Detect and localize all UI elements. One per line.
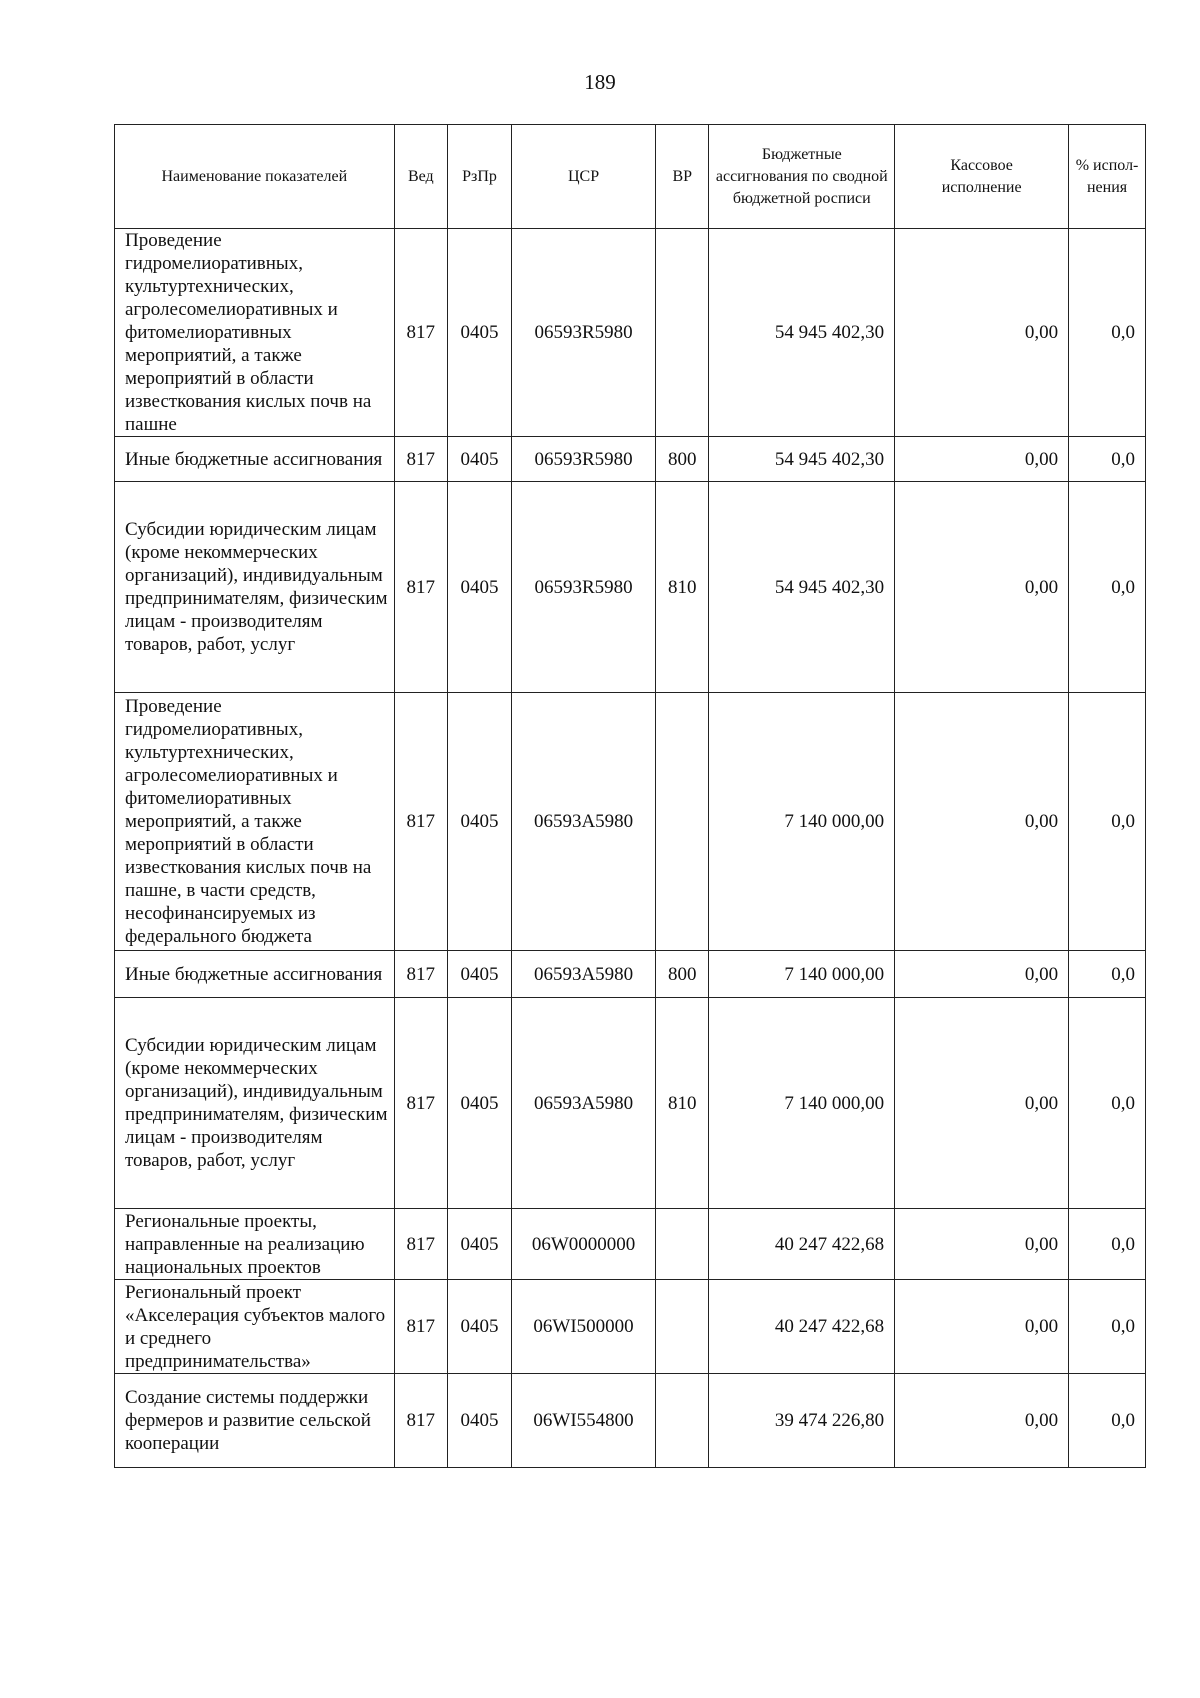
row-name: Создание системы поддержки фермеров и развитие сельской кооперации <box>115 1374 395 1468</box>
row-vr: 810 <box>656 482 709 693</box>
row-name: Региональные проекты, направленные на реализацию национальных проектов <box>115 1209 395 1280</box>
row-name: Иные бюджетные ассигнования <box>115 437 395 482</box>
row-ved: 817 <box>394 693 447 951</box>
budget-execution-table <box>114 124 1146 1468</box>
table-row <box>115 951 1146 998</box>
table-row <box>115 998 1146 1209</box>
row-csr: 06WI554800 <box>512 1374 656 1468</box>
row-rzpr: 0405 <box>447 1209 511 1280</box>
row-vr <box>656 229 709 437</box>
row-rzpr: 0405 <box>447 1280 511 1374</box>
row-execution: 0,00 <box>895 998 1069 1209</box>
row-allocations: 39 474 226,80 <box>709 1374 895 1468</box>
header-csr: ЦСР <box>512 125 656 229</box>
row-execution: 0,00 <box>895 229 1069 437</box>
table-row <box>115 437 1146 482</box>
row-vr <box>656 1374 709 1468</box>
row-name: Субсидии юридическим лицам (кроме некоммерческих организаций), индивидуальным предпринимателям, физическим лицам - производителям товаров, работ, услуг <box>115 998 395 1209</box>
table-row <box>115 1209 1146 1280</box>
row-csr: 06WI500000 <box>512 1280 656 1374</box>
row-percent: 0,0 <box>1069 1374 1146 1468</box>
row-allocations: 54 945 402,30 <box>709 229 895 437</box>
row-csr: 06593R5980 <box>512 229 656 437</box>
row-vr: 810 <box>656 998 709 1209</box>
row-ved: 817 <box>394 482 447 693</box>
row-ved: 817 <box>394 1209 447 1280</box>
row-rzpr: 0405 <box>447 951 511 998</box>
header-rzpr: РзПр <box>447 125 511 229</box>
row-rzpr: 0405 <box>447 1374 511 1468</box>
row-execution: 0,00 <box>895 1374 1069 1468</box>
header-vr: ВР <box>656 125 709 229</box>
row-vr <box>656 1209 709 1280</box>
row-ved: 817 <box>394 998 447 1209</box>
table-row <box>115 1280 1146 1374</box>
row-percent: 0,0 <box>1069 1209 1146 1280</box>
table-header-row <box>115 125 1146 229</box>
row-execution: 0,00 <box>895 1209 1069 1280</box>
header-ved: Вед <box>394 125 447 229</box>
row-rzpr: 0405 <box>447 229 511 437</box>
row-percent: 0,0 <box>1069 693 1146 951</box>
row-allocations: 54 945 402,30 <box>709 437 895 482</box>
row-execution: 0,00 <box>895 437 1069 482</box>
row-csr: 06593А5980 <box>512 951 656 998</box>
row-allocations: 7 140 000,00 <box>709 693 895 951</box>
table-row <box>115 482 1146 693</box>
row-ved: 817 <box>394 1280 447 1374</box>
row-execution: 0,00 <box>895 1280 1069 1374</box>
header-name: Наименование показателей <box>115 125 395 229</box>
row-rzpr: 0405 <box>447 693 511 951</box>
table-row <box>115 229 1146 437</box>
row-csr: 06593R5980 <box>512 437 656 482</box>
row-name: Иные бюджетные ассигнования <box>115 951 395 998</box>
table-row <box>115 693 1146 951</box>
row-allocations: 54 945 402,30 <box>709 482 895 693</box>
page-number: 189 <box>584 70 616 94</box>
row-rzpr: 0405 <box>447 482 511 693</box>
header-execution: Кассовое исполнение <box>895 125 1069 229</box>
row-execution: 0,00 <box>895 693 1069 951</box>
row-csr: 06593R5980 <box>512 482 656 693</box>
row-csr: 06593А5980 <box>512 998 656 1209</box>
row-rzpr: 0405 <box>447 998 511 1209</box>
header-percent: % испол-нения <box>1069 125 1146 229</box>
row-vr <box>656 693 709 951</box>
row-allocations: 7 140 000,00 <box>709 951 895 998</box>
row-percent: 0,0 <box>1069 437 1146 482</box>
row-name: Субсидии юридическим лицам (кроме некоммерческих организаций), индивидуальным предпринимателям, физическим лицам - производителям товаров, работ, услуг <box>115 482 395 693</box>
row-csr: 06W0000000 <box>512 1209 656 1280</box>
row-ved: 817 <box>394 951 447 998</box>
row-name: Проведение гидромелиоративных, культуртехнических, агролесомелиоративных и фитомелиоративных мероприятий, а также мероприятий в области известкования кислых почв на пашне <box>115 229 395 437</box>
row-ved: 817 <box>394 437 447 482</box>
row-percent: 0,0 <box>1069 482 1146 693</box>
row-vr: 800 <box>656 437 709 482</box>
row-rzpr: 0405 <box>447 437 511 482</box>
row-allocations: 40 247 422,68 <box>709 1280 895 1374</box>
row-allocations: 7 140 000,00 <box>709 998 895 1209</box>
row-percent: 0,0 <box>1069 1280 1146 1374</box>
row-ved: 817 <box>394 229 447 437</box>
row-csr: 06593А5980 <box>512 693 656 951</box>
row-percent: 0,0 <box>1069 229 1146 437</box>
header-allocations: Бюджетные ассигнования по сводной бюджетной росписи <box>709 125 895 229</box>
row-execution: 0,00 <box>895 951 1069 998</box>
table-row <box>115 1374 1146 1468</box>
row-execution: 0,00 <box>895 482 1069 693</box>
row-vr: 800 <box>656 951 709 998</box>
row-name: Региональный проект «Акселерация субъектов малого и среднего предпринимательства» <box>115 1280 395 1374</box>
row-percent: 0,0 <box>1069 998 1146 1209</box>
row-vr <box>656 1280 709 1374</box>
row-allocations: 40 247 422,68 <box>709 1209 895 1280</box>
row-name: Проведение гидромелиоративных, культуртехнических, агролесомелиоративных и фитомелиоративных мероприятий, а также мероприятий в области известкования кислых почв на пашне, в части средств, несофинансируемых из федерального бюджета <box>115 693 395 951</box>
row-percent: 0,0 <box>1069 951 1146 998</box>
row-ved: 817 <box>394 1374 447 1468</box>
